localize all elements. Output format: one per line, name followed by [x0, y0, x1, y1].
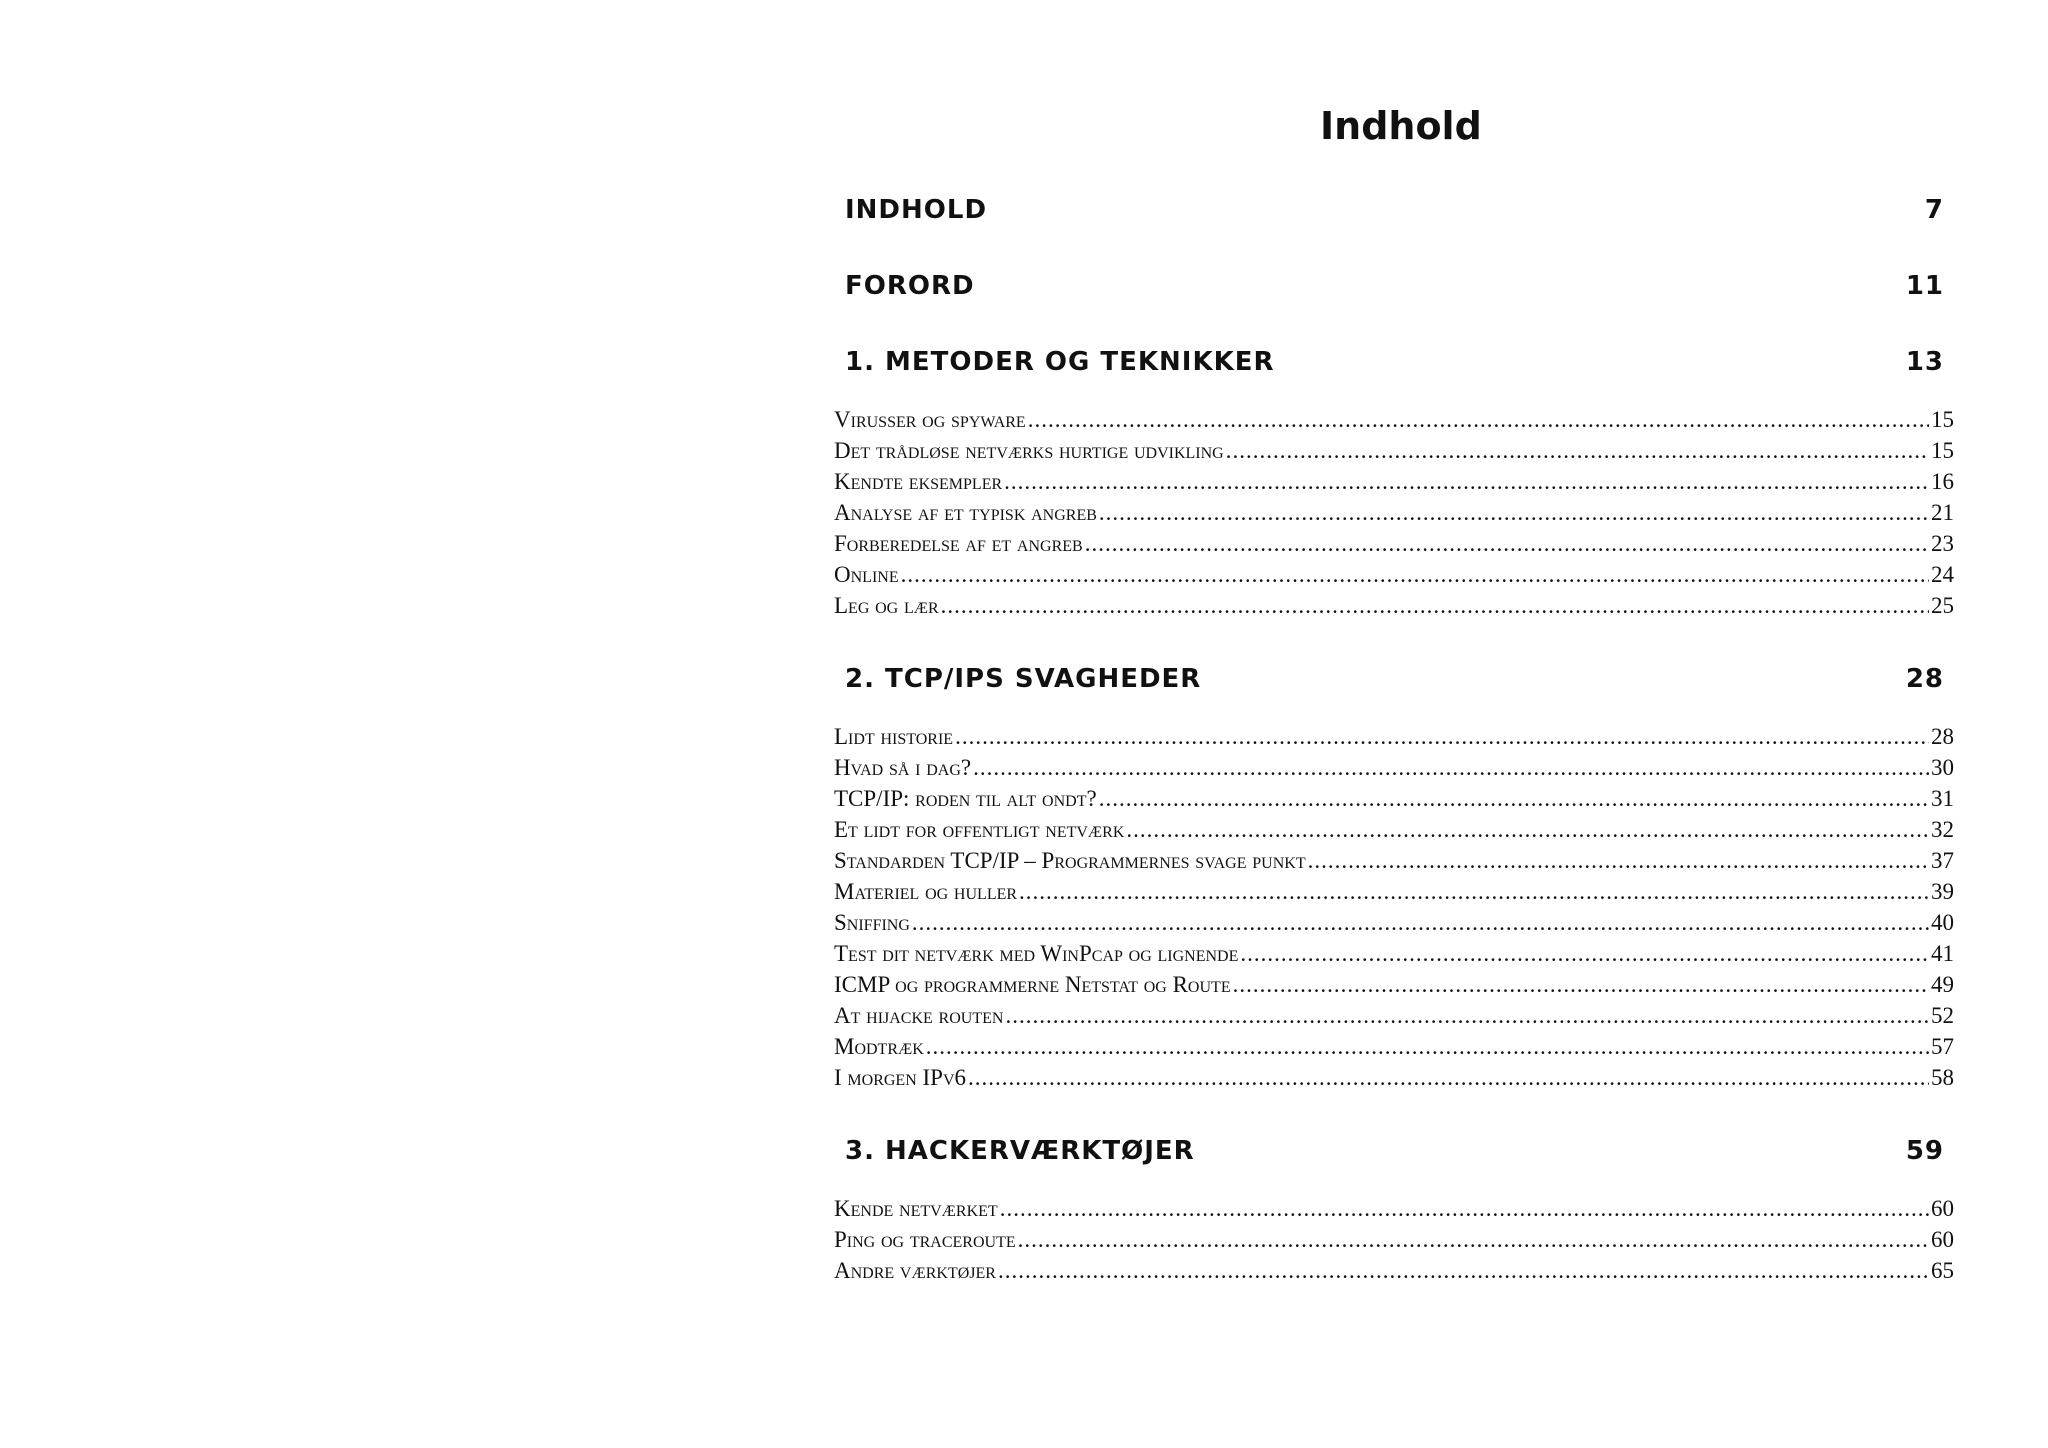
dot-leader: [1028, 404, 1929, 435]
dot-leader: [912, 907, 1929, 938]
entry-page-number: 39: [1931, 879, 1954, 904]
toc-entry: [834, 752, 1954, 783]
entry-label: Forberedelse af et angreb: [834, 531, 1083, 556]
entry-page-number: 60: [1931, 1196, 1954, 1221]
toc-entry: [834, 404, 1954, 435]
entry-label: Det trådløse netværks hurtige udvikling: [834, 438, 1224, 463]
dot-leader: [1226, 435, 1929, 466]
toc-entry: [834, 845, 1954, 876]
dot-leader: [973, 752, 1929, 783]
entry-label: Sniffing: [834, 910, 910, 935]
entry-page-number: 37: [1931, 848, 1954, 873]
toc-entry: [834, 435, 1954, 466]
entry-page-number: 52: [1931, 1003, 1954, 1028]
entry-label: At hijacke routen: [834, 1003, 1004, 1028]
toc-entry: [834, 559, 1954, 590]
toc-entry: [834, 1031, 1954, 1062]
entry-label: Analyse af et typisk angreb: [834, 500, 1097, 525]
dot-leader: [1019, 876, 1929, 907]
dot-leader: [998, 1255, 1929, 1286]
toc-entry: [834, 721, 1954, 752]
toc-entry: [834, 814, 1954, 845]
toc-entry: [834, 1193, 1954, 1224]
section-list: [834, 721, 1954, 1093]
entry-label: Standarden TCP/IP – Programmernes svage punkt: [834, 848, 1306, 873]
chapter-title: INDHOLD: [845, 195, 988, 225]
dot-leader: [1126, 814, 1929, 845]
entry-label: Modtræk: [834, 1034, 924, 1059]
table-of-contents: [834, 180, 1954, 1314]
entry-label: ICMP og programmerne Netstat og Route: [834, 972, 1231, 997]
toc-chapter: [834, 332, 1954, 396]
entry-page-number: 15: [1931, 407, 1954, 432]
entry-page-number: 24: [1931, 562, 1954, 587]
chapter-page-number: 28: [1905, 664, 1944, 694]
toc-chapter: [834, 180, 1954, 256]
dot-leader: [926, 1031, 1929, 1062]
entry-label: Leg og lær: [834, 593, 939, 618]
dot-leader: [1233, 969, 1929, 1000]
entry-page-number: 40: [1931, 910, 1954, 935]
entry-label: TCP/IP: roden til alt ondt?: [834, 786, 1097, 811]
entry-page-number: 28: [1931, 724, 1954, 749]
chapter-title: 1. METODER OG TEKNIKKER: [845, 347, 1275, 377]
toc-chapter: [834, 256, 1954, 332]
toc-entry: [834, 497, 1954, 528]
entry-label: Ping og traceroute: [834, 1227, 1016, 1252]
dot-leader: [1005, 1000, 1929, 1031]
entry-label: Materiel og huller: [834, 879, 1018, 904]
entry-label: Virusser og spyware: [834, 407, 1026, 432]
entry-page-number: 58: [1931, 1065, 1954, 1090]
entry-page-number: 49: [1931, 972, 1954, 997]
dot-leader: [1240, 938, 1929, 969]
dot-leader: [1099, 497, 1929, 528]
entry-page-number: 32: [1931, 817, 1954, 842]
entry-page-number: 31: [1931, 786, 1954, 811]
entry-page-number: 41: [1931, 941, 1954, 966]
dot-leader: [968, 1062, 1929, 1093]
entry-page-number: 15: [1931, 438, 1954, 463]
toc-entry: [834, 1000, 1954, 1031]
toc-entry: [834, 783, 1954, 814]
toc-entry: [834, 969, 1954, 1000]
dot-leader: [901, 559, 1929, 590]
chapter-page-number: 7: [1924, 195, 1944, 225]
section-list: [834, 404, 1954, 621]
entry-page-number: 25: [1931, 593, 1954, 618]
chapter-title: FORORD: [845, 271, 975, 301]
dot-leader: [955, 721, 1929, 752]
entry-page-number: 16: [1931, 469, 1954, 494]
entry-page-number: 23: [1931, 531, 1954, 556]
entry-page-number: 30: [1931, 755, 1954, 780]
toc-entry: [834, 1062, 1954, 1093]
entry-label: I morgen IPv6: [834, 1065, 967, 1090]
dot-leader: [1099, 783, 1929, 814]
entry-page-number: 57: [1931, 1034, 1954, 1059]
section-list: [834, 1193, 1954, 1286]
dot-leader: [1085, 528, 1929, 559]
toc-entry: [834, 938, 1954, 969]
toc-entry: [834, 876, 1954, 907]
entry-label: Kendte eksempler: [834, 469, 1003, 494]
entry-label: Kende netværket: [834, 1196, 998, 1221]
entry-page-number: 60: [1931, 1227, 1954, 1252]
toc-entry: [834, 528, 1954, 559]
entry-label: Test dit netværk med WinPcap og lignende: [834, 941, 1239, 966]
toc-chapter: [834, 1121, 1954, 1185]
dot-leader: [1308, 845, 1929, 876]
entry-page-number: 21: [1931, 500, 1954, 525]
toc-entry: [834, 1224, 1954, 1255]
chapter-page-number: 11: [1905, 271, 1944, 301]
dot-leader: [941, 590, 1929, 621]
toc-entry: [834, 466, 1954, 497]
entry-label: Lidt historie: [834, 724, 954, 749]
dot-leader: [1000, 1193, 1929, 1224]
entry-label: Online: [834, 562, 899, 587]
toc-entry: [834, 1255, 1954, 1286]
chapter-title: 2. TCP/IPS SVAGHEDER: [845, 664, 1202, 694]
toc-entry: [834, 590, 1954, 621]
entry-label: Andre værktøjer: [834, 1258, 996, 1283]
chapter-page-number: 59: [1905, 1136, 1944, 1166]
page-title: Indhold: [1320, 104, 1482, 148]
entry-page-number: 65: [1931, 1258, 1954, 1283]
chapter-title: 3. HACKERVÆRKTØJER: [845, 1136, 1195, 1166]
toc-entry: [834, 907, 1954, 938]
chapter-page-number: 13: [1905, 347, 1944, 377]
entry-label: Et lidt for offentligt netværk: [834, 817, 1125, 842]
dot-leader: [1018, 1224, 1929, 1255]
toc-chapter: [834, 649, 1954, 713]
dot-leader: [1004, 466, 1929, 497]
entry-label: Hvad så i dag?: [834, 755, 972, 780]
